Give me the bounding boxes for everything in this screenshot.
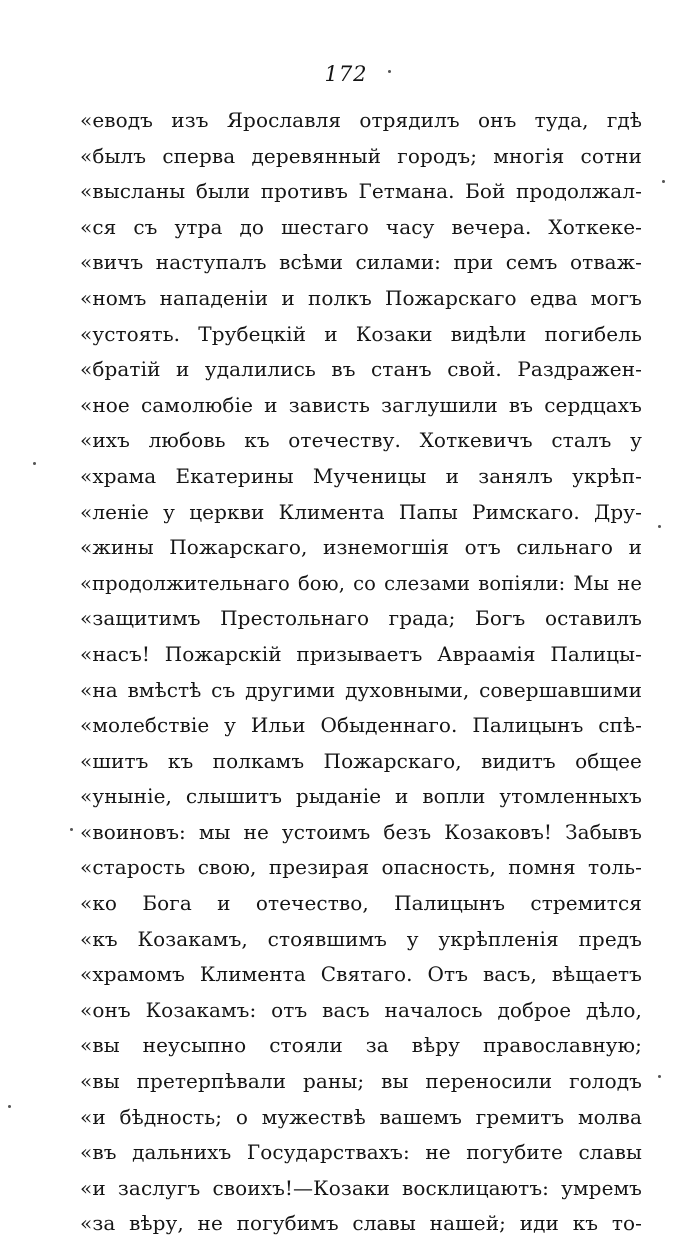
text-line-15: «защитимъ Престольнаго града; Богъ оставилъ bbox=[80, 606, 642, 631]
text-line-28: «вы претерпѣвали раны; вы переносили голодъ bbox=[80, 1069, 642, 1094]
page-number: 172 bbox=[324, 62, 368, 86]
text-line-10: «ихъ любовь къ отечеству. Хоткевичъ сталъ у bbox=[80, 428, 642, 453]
text-line-9: «ное самолюбіе и зависть заглушили въ сердцахъ bbox=[80, 392, 642, 417]
text-line-1: «еводъ изъ Ярославля отрядилъ онъ туда, гдѣ bbox=[80, 108, 642, 132]
text-line-22: «старость свою, презирая опасность, помня толь- bbox=[80, 855, 642, 880]
text-line-31: «и заслугъ своихъ!—Козаки восклицаютъ: умремъ bbox=[80, 1175, 642, 1200]
text-line-30: «въ дальнихъ Государствахъ: не погубите славы bbox=[80, 1140, 642, 1165]
text-line-27: «вы неусыпно стояли за вѣру православную; bbox=[80, 1033, 642, 1058]
text-line-19: «шитъ къ полкамъ Пожарскаго, видитъ общее bbox=[80, 748, 642, 773]
scan-speck bbox=[8, 1105, 11, 1108]
text-line-26: «онъ Козакамъ: отъ васъ началось доброе дѣло, bbox=[80, 997, 642, 1022]
text-line-29: «и бѣдность; о мужествѣ вашемъ гремитъ молва bbox=[80, 1104, 642, 1129]
text-line-8: «братій и удалились въ станъ свой. Раздражен- bbox=[80, 357, 642, 382]
text-line-4: «ся съ утра до шестаго часу вечера. Хоткеке- bbox=[80, 214, 642, 239]
text-line-20: «уныніе, слышитъ рыданіе и вопли утомленныхъ bbox=[80, 784, 642, 809]
text-line-21: «воиновъ: мы не устоимъ безъ Козаковъ! Забывъ bbox=[80, 819, 642, 844]
text-line-14: «продолжительнаго бою, со слезами вопіяли: Мы не bbox=[80, 571, 642, 595]
body-text bbox=[80, 103, 642, 1242]
text-line-13: «жины Пожарскаго, изнемогшія отъ сильнаго и bbox=[80, 535, 642, 560]
text-line-25: «храмомъ Климента Святаго. Отъ васъ, вѣщаетъ bbox=[80, 962, 642, 987]
scan-speck bbox=[662, 180, 665, 183]
text-line-12: «леніе у церкви Климента Папы Римскаго. Дру- bbox=[80, 499, 642, 524]
scan-speck bbox=[388, 70, 391, 73]
text-line-6: «номъ нападеніи и полкъ Пожарскаго едва могъ bbox=[80, 285, 642, 310]
text-line-24: «къ Козакамъ, стоявшимъ у укрѣпленія предъ bbox=[80, 926, 642, 951]
scan-speck bbox=[33, 462, 36, 465]
text-line-11: «храма Екатерины Мученицы и занялъ укрѣп- bbox=[80, 463, 642, 488]
scan-speck bbox=[70, 828, 73, 831]
scan-speck bbox=[658, 1075, 661, 1078]
scan-speck bbox=[658, 525, 661, 528]
text-line-7: «устоять. Трубецкій и Козаки видѣли погибель bbox=[80, 321, 642, 346]
text-line-17: «на вмѣстѣ съ другими духовными, совершавшими bbox=[80, 677, 642, 702]
text-line-3: «высланы были противъ Гетмана. Бой продолжал- bbox=[80, 179, 642, 204]
text-line-2: «былъ сперва деревянный городъ; многія сотни bbox=[80, 143, 642, 168]
text-line-16: «насъ! Пожарскій призываетъ Авраамія Палицы- bbox=[80, 641, 642, 666]
text-line-32: «за вѣру, не погубимъ славы нашей; иди къ то- bbox=[80, 1211, 642, 1236]
text-line-18: «молебствіе у Ильи Обыденнаго. Палицынъ спѣ- bbox=[80, 713, 642, 738]
text-line-5: «вичъ наступалъ всѣми силами: при семъ отваж- bbox=[80, 250, 642, 275]
text-line-23: «ко Бога и отечество, Палицынъ стремится bbox=[80, 891, 642, 916]
